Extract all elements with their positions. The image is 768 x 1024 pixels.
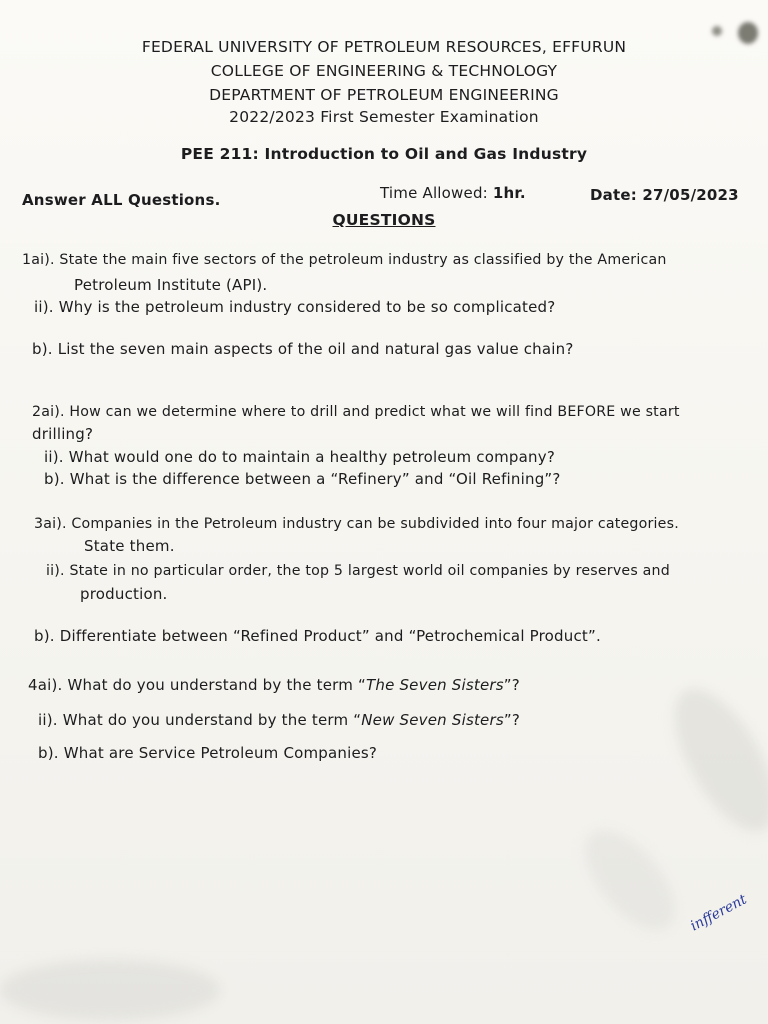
corner-mark <box>712 26 722 36</box>
time-value: 1hr. <box>492 184 526 202</box>
question-4ai-term: The Seven Sisters <box>366 676 504 694</box>
exam-date <box>590 186 739 204</box>
question-4ai <box>28 676 520 694</box>
question-4aii <box>38 711 520 729</box>
question-3aii-cont: production. <box>80 585 168 603</box>
section-title: QUESTIONS <box>332 211 436 229</box>
question-2ai: 2ai). How can we determine where to drill and predict what we will find BEFORE we start <box>32 404 680 420</box>
question-3ai-cont: State them. <box>84 537 175 555</box>
course-title: PEE 211: Introduction to Oil and Gas Industry <box>180 145 588 163</box>
date-value: 27/05/2023 <box>642 186 739 204</box>
question-2b: b). What is the difference between a “Refinery” and “Oil Refining”? <box>44 470 561 488</box>
paper-smudge <box>568 815 691 945</box>
question-1b: b). List the seven main aspects of the oil and natural gas value chain? <box>32 340 574 358</box>
college-title: COLLEGE OF ENGINEERING & TECHNOLOGY <box>210 62 558 80</box>
question-2ai-cont: drilling? <box>32 425 94 443</box>
question-4ai-end: ”? <box>503 676 520 694</box>
paper-smudge <box>0 960 220 1020</box>
question-4aii-text: ii). What do you understand by the term “ <box>38 711 362 729</box>
time-label: Time Allowed: <box>380 184 488 202</box>
question-1aii: ii). Why is the petroleum industry considered to be so complicated? <box>34 298 556 316</box>
question-4aii-end: ”? <box>503 711 520 729</box>
question-2aii: ii). What would one do to maintain a healthy petroleum company? <box>44 448 555 466</box>
paper-smudge <box>655 673 768 847</box>
instruction: Answer ALL Questions. <box>22 191 221 209</box>
question-4b: b). What are Service Petroleum Companies? <box>38 744 378 762</box>
question-3aii: ii). State in no particular order, the top 5 largest world oil companies by reserves and <box>46 563 670 579</box>
time-allowed <box>380 184 526 202</box>
question-3b: b). Differentiate between “Refined Product” and “Petrochemical Product”. <box>34 627 601 645</box>
question-1ai: 1ai). State the main five sectors of the petroleum industry as classified by the American <box>22 252 667 268</box>
department-title: DEPARTMENT OF PETROLEUM ENGINEERING <box>209 86 559 104</box>
question-3ai: 3ai). Companies in the Petroleum industry can be subdivided into four major categories. <box>34 516 679 532</box>
handwritten-note: infferent <box>687 891 750 935</box>
question-4aii-term: New Seven Sisters <box>361 711 504 729</box>
question-4ai-text: 4ai). What do you understand by the term “ <box>28 676 366 694</box>
university-title: FEDERAL UNIVERSITY OF PETROLEUM RESOURCES, EFFURUN <box>141 38 627 56</box>
question-1ai-cont: Petroleum Institute (API). <box>74 276 268 294</box>
session-title: 2022/2023 First Semester Examination <box>229 108 539 126</box>
date-label: Date: <box>590 186 637 204</box>
